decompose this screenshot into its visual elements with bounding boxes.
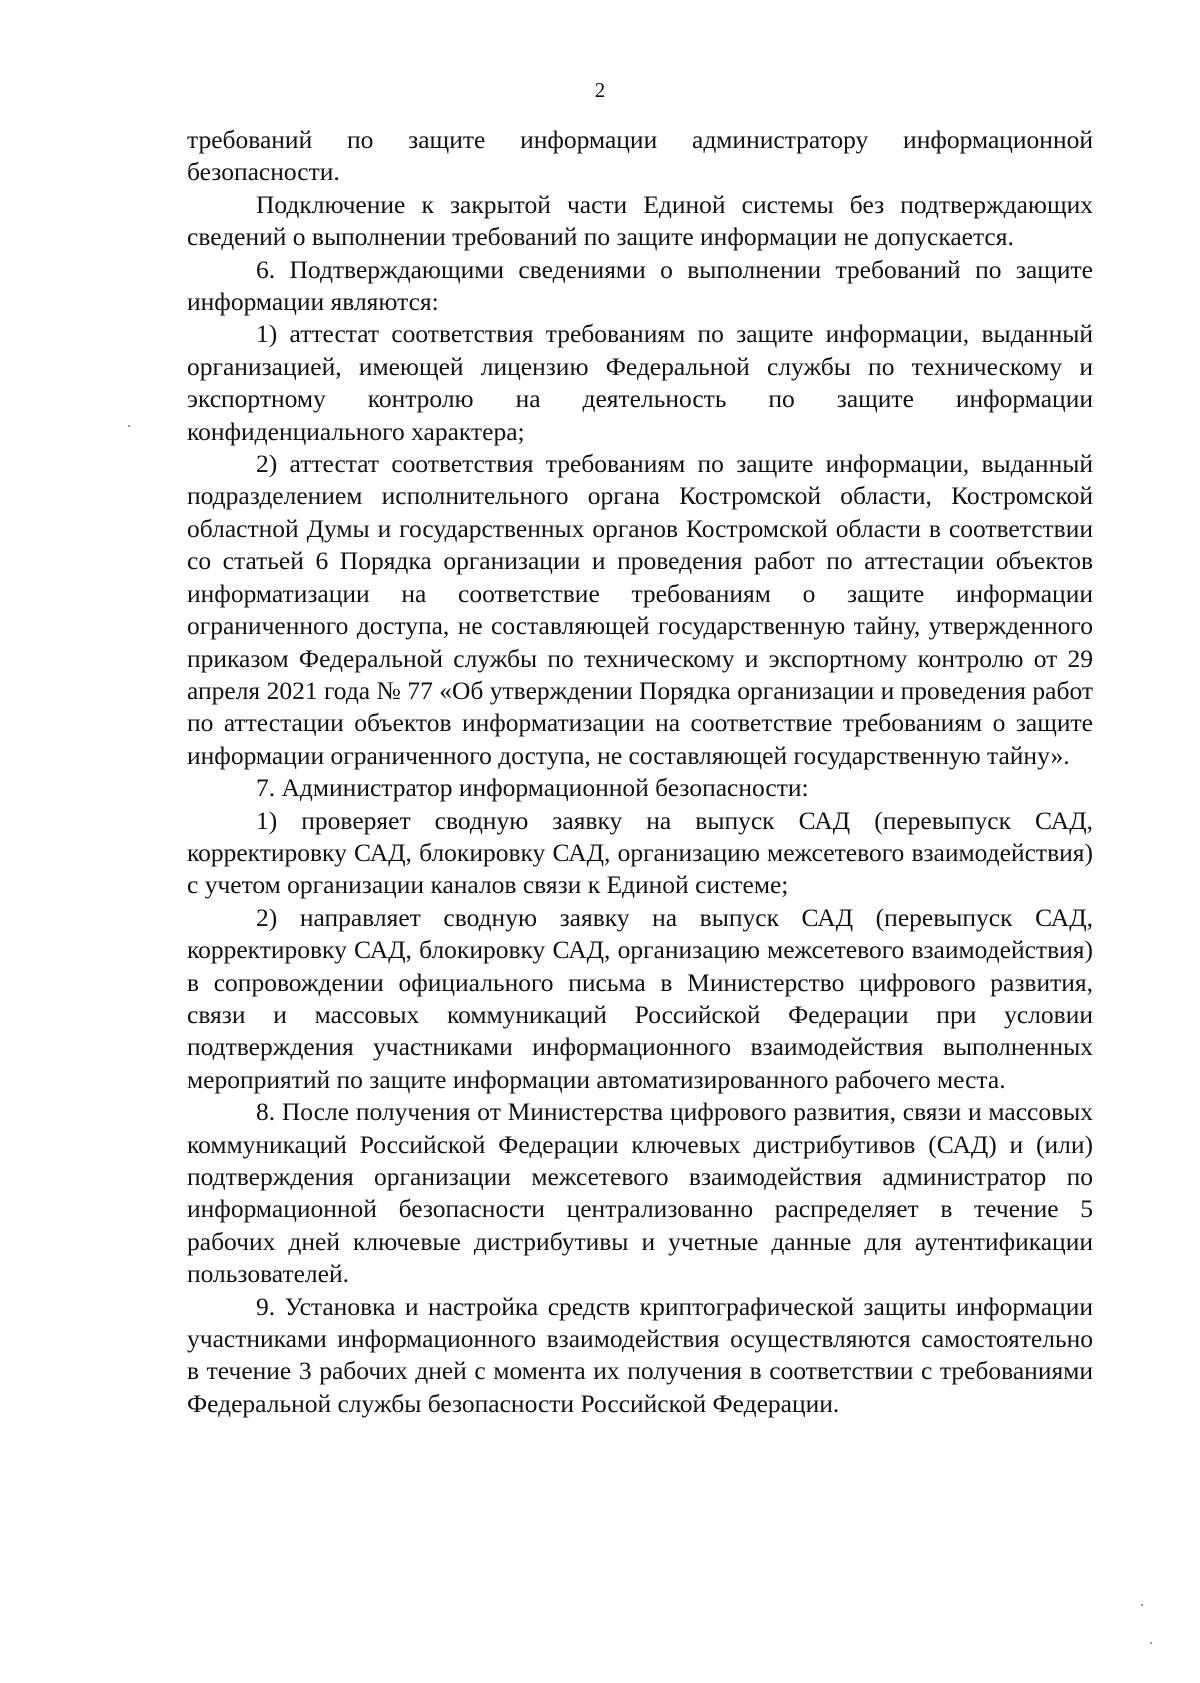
- paragraph: 8. После получения от Министерства цифрового развития, связи и массовых коммуникаций Российской Федерации ключевых дистрибутивов (САД) и (или) подтверждения организации межсетевого взаимодействия администратор по информационной безопасности централизованно распределяет в течение 5 рабочих дней ключевые дистрибутивы и учетные данные для аутентификации пользователей.: [187, 1097, 1093, 1289]
- scan-speck: [1141, 1604, 1143, 1606]
- paragraph: 1) аттестат соответствия требованиям по защите информации, выданный организацией, имеющей лицензию Федеральной службы по техническому и экспортному контролю на деятельность по защите информации конфиденциального характера;: [187, 319, 1093, 446]
- scan-speck: [128, 425, 130, 427]
- document-body: [187, 124, 1093, 1420]
- scan-speck: [1150, 1642, 1152, 1644]
- paragraph: 9. Установка и настройка средств криптографической защиты информации участниками информационного взаимодействия осуществляются самостоятельно в течение 3 рабочих дней с момента их получения в соответствии с требованиями Федеральной службы безопасности Российской Федерации.: [187, 1291, 1093, 1418]
- paragraph: 2) аттестат соответствия требованиям по защите информации, выданный подразделением исполнительного органа Костромской области, Костромской областной Думы и государственных органов Костромской области в соответствии со статьей 6 Порядка организации и проведения работ по аттестации объектов информатизации на соответствие требованиям о защите информации ограниченного доступа, не составляющей государственную тайну, утвержденного приказом Федеральной службы по техническому и экспортному контролю от 29 апреля 2021 года № 77 «Об утверждении Порядка организации и проведения работ по аттестации объектов информатизации на соответствие требованиям о защите информации ограниченного доступа, не составляющей государственную тайну».: [187, 449, 1093, 770]
- paragraph: 1) проверяет сводную заявку на выпуск САД (перевыпуск САД, корректировку САД, блокировку САД, организацию межсетевого взаимодействия) с учетом организации каналов связи к Единой системе;: [187, 805, 1093, 900]
- paragraph: Подключение к закрытой части Единой системы без подтверждающих сведений о выполнении требований по защите информации не допускается.: [187, 189, 1093, 252]
- paragraph: 7. Администратор информационной безопасности:: [256, 773, 809, 803]
- paragraph: 6. Подтверждающими сведениями о выполнении требований по защите информации являются:: [187, 254, 1093, 317]
- paragraph: 2) направляет сводную заявку на выпуск САД (перевыпуск САД, корректировку САД, блокировку САД, организацию межсетевого взаимодействия) в сопровождении официального письма в Министерство цифрового развития, связи и массовых коммуникаций Российской Федерации при условии подтверждения участниками информационного взаимодействия выполненных мероприятий по защите информации автоматизированного рабочего места.: [187, 902, 1093, 1094]
- paragraph: требований по защите информации администратору информационной безопасности.: [187, 125, 1093, 187]
- page-number: 2: [594, 78, 606, 102]
